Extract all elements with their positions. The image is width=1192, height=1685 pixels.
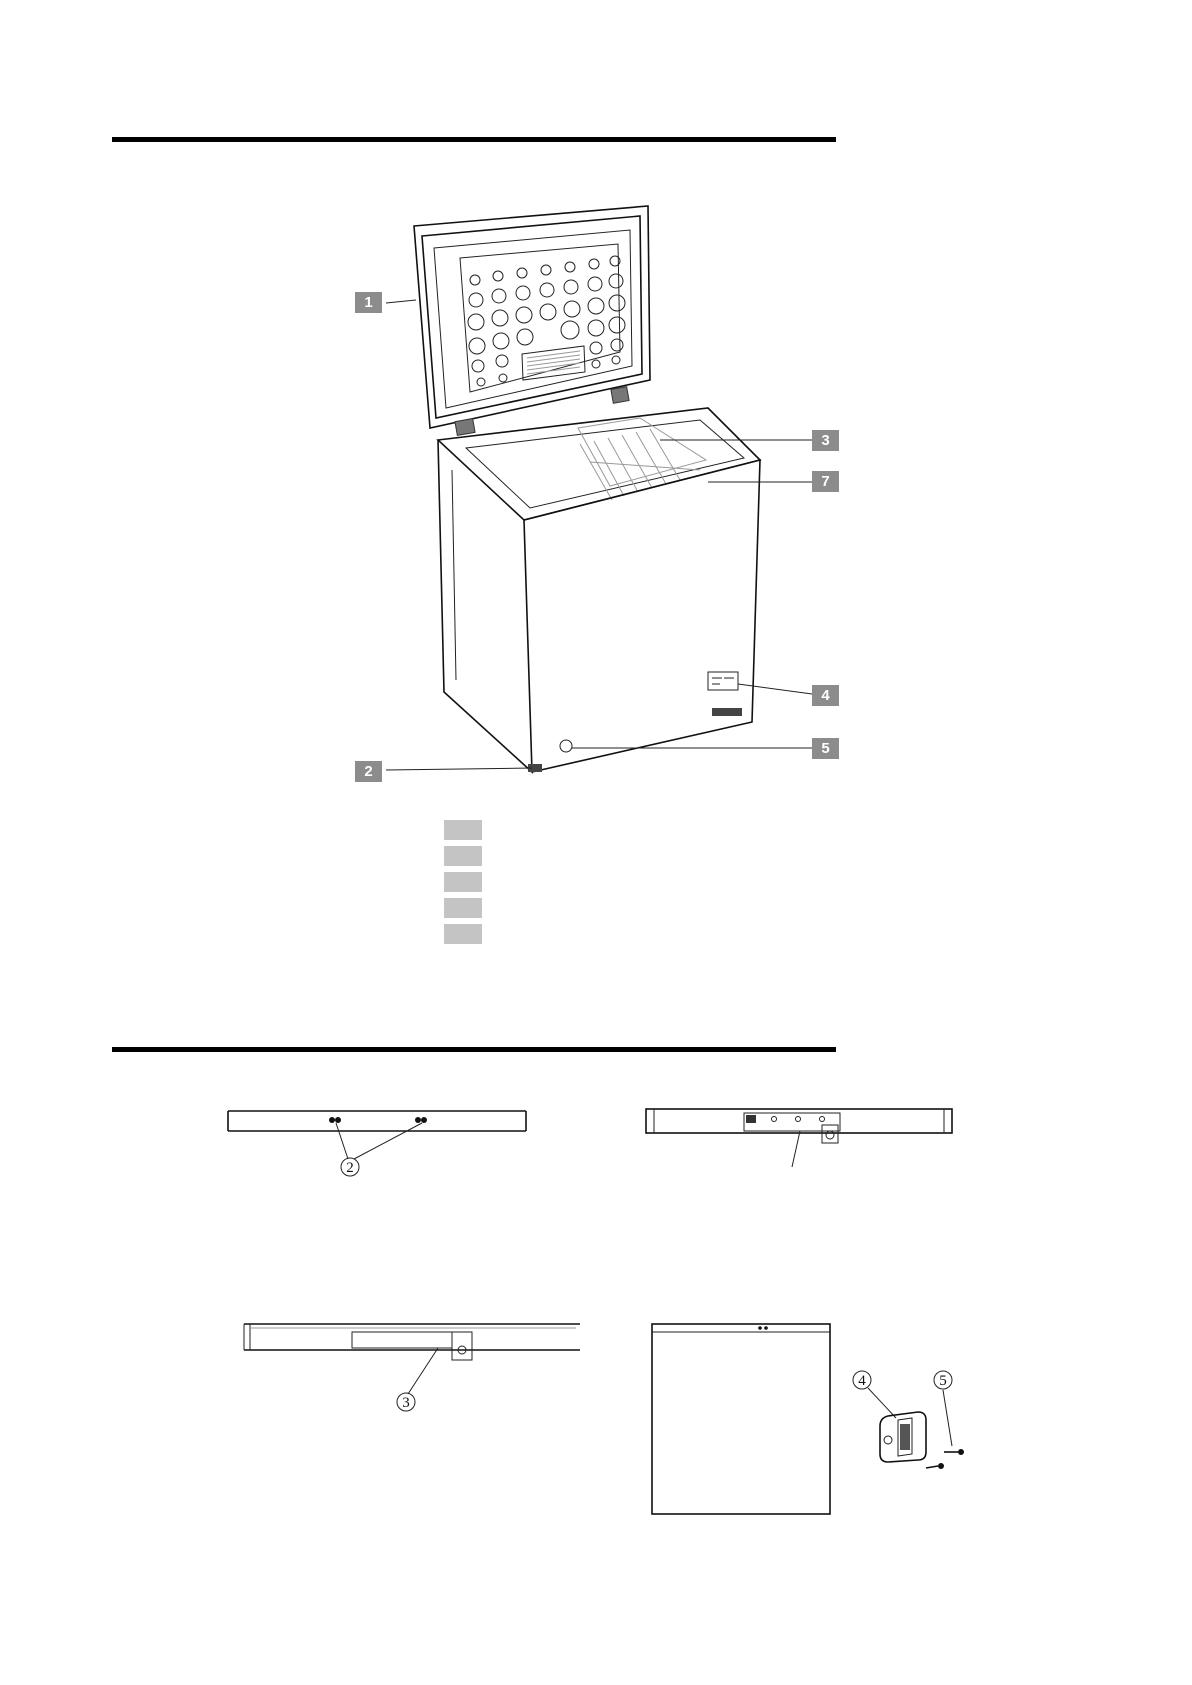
handle-and-screws [840, 1368, 980, 1478]
callout-control-panel: 4 [812, 685, 839, 706]
callout-lid: 1 [355, 292, 382, 313]
legend-swatch [444, 872, 482, 892]
rail-with-control-housing [640, 1105, 960, 1175]
label-hinge-screws: 2 [346, 1160, 354, 1176]
lid-rail-with-screws [220, 1105, 540, 1185]
legend-swatch [444, 846, 482, 866]
callout-cabinet-rim: 7 [812, 471, 839, 492]
label-screw: 5 [939, 1373, 947, 1389]
legend-swatch [444, 924, 482, 944]
hinge-bracket-rail [240, 1320, 590, 1420]
section-rule-accessories [112, 1047, 836, 1052]
callout-drain-plug: 5 [812, 738, 839, 759]
label-handle: 4 [858, 1373, 866, 1389]
legend-swatch [444, 820, 482, 840]
label-hinge-bracket: 3 [402, 1395, 410, 1411]
back-panel [648, 1318, 838, 1518]
callout-basket: 3 [812, 430, 839, 451]
legend-swatch [444, 898, 482, 918]
callout-foot: 2 [355, 761, 382, 782]
chest-freezer-illustration [0, 0, 1192, 800]
